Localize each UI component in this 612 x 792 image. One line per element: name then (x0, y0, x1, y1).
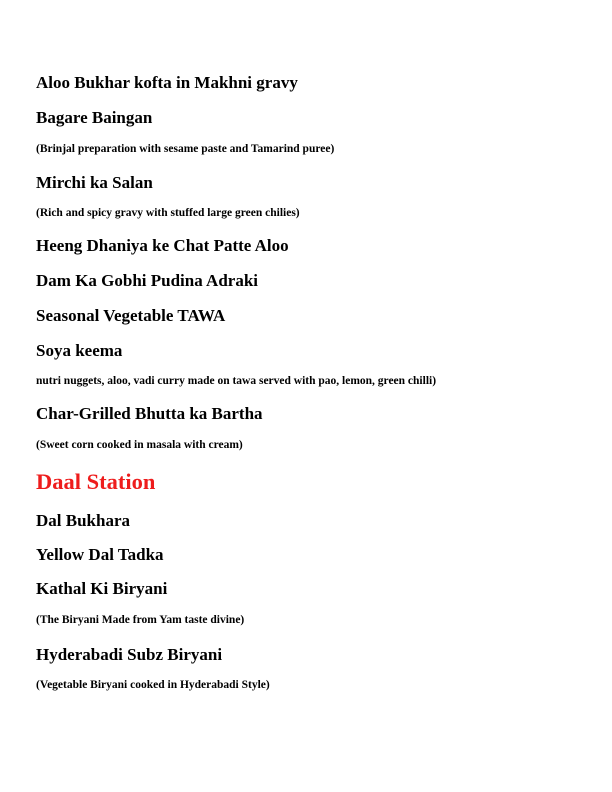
dish-name: Dal Bukhara (36, 511, 130, 530)
dish-name: Heeng Dhaniya ke Chat Patte Aloo (36, 236, 289, 255)
dish-name: Aloo Bukhar kofta in Makhni gravy (36, 73, 298, 92)
dish-name: Yellow Dal Tadka (36, 545, 164, 564)
dish-name: Soya keema (36, 341, 123, 360)
dish-name: Mirchi ka Salan (36, 173, 153, 192)
dish-description: nutri nuggets, aloo, vadi curry made on tawa served with pao, lemon, green chilli) (36, 375, 437, 387)
dish-description: (Rich and spicy gravy with stuffed large green chilies) (36, 207, 300, 219)
section-heading: Daal Station (36, 469, 156, 494)
dish-name: Bagare Baingan (36, 108, 153, 127)
dish-name: Kathal Ki Biryani (36, 579, 168, 598)
dish-description: (Sweet corn cooked in masala with cream) (36, 439, 243, 451)
dish-name: Seasonal Vegetable TAWA (36, 306, 226, 325)
dish-description: (The Biryani Made from Yam taste divine) (36, 614, 245, 626)
dish-name: Char-Grilled Bhutta ka Bartha (36, 404, 263, 423)
dish-description: (Brinjal preparation with sesame paste and Tamarind puree) (36, 143, 335, 155)
dish-name: Hyderabadi Subz Biryani (36, 645, 223, 664)
dish-description: (Vegetable Biryani cooked in Hyderabadi Style) (36, 679, 270, 691)
dish-name: Dam Ka Gobhi Pudina Adraki (36, 271, 259, 290)
